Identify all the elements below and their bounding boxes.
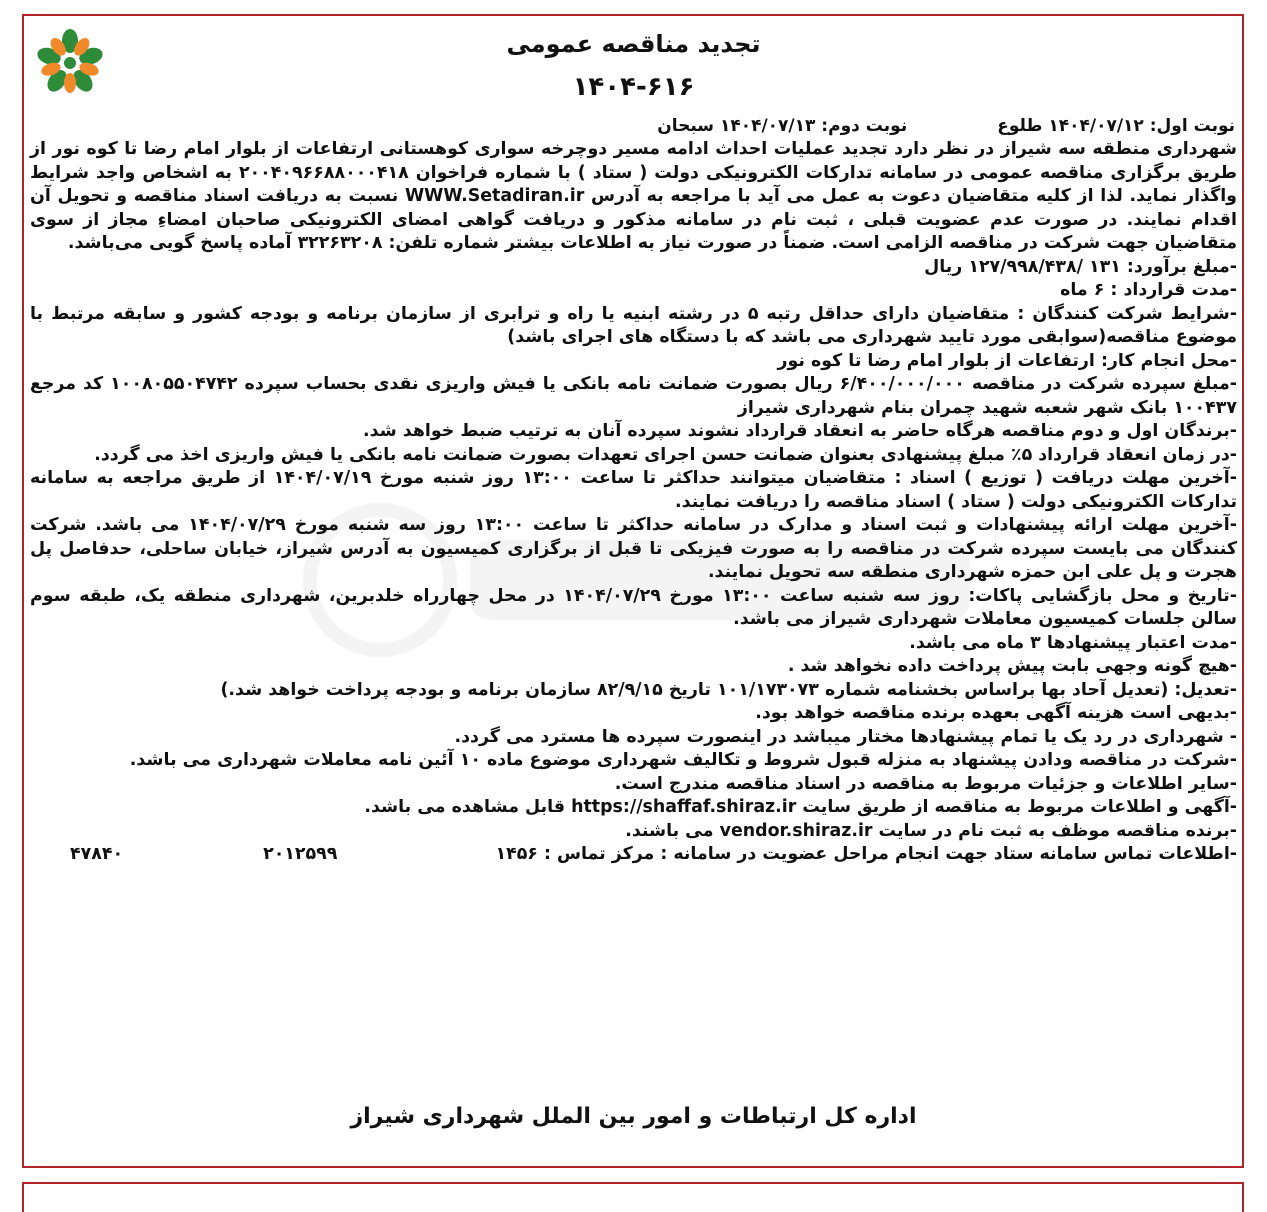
item-guarantee: -در زمان انعقاد قرارداد ۵٪ مبلغ پیشنهادی بعنوان ضمانت حسن اجرای تعهدات بصورت ضمانت نامه بانکی یا فیش واریزی اخذ می گردد.	[94, 444, 1237, 465]
item-submit-deadline: -آخرین مهلت ارائه پیشنهادات و ثبت اسناد و مدارک در سامانه حداکثر تا ساعت ۱۳:۰۰ روز سه شنبه مورخ ۱۴۰۴/۰۷/۲۹ می باشد. شرکت کنندگان می بایست سپرده شرکت در مناقصه را به صورت فیزیکی تا قبل از برگزاری کمیسیون به آدرس شیراز، خیابان ساحلی، حدفاصل پل هجرت و پل علی ابن حمزه شهرداری منطقه سه تحویل نمایند.	[30, 515, 1237, 582]
item-rejection: - شهرداری در رد یک یا تمام پیشنهادها مختار میباشد در اینصورت سپرده ها مسترد می گردد.	[454, 726, 1237, 747]
item-deposit: -مبلغ سپرده شرکت در مناقصه ۶/۴۰۰/۰۰۰/۰۰۰ ریال بصورت ضمانت نامه بانکی یا فیش واریزی نقدی بحساب سپرده ۱۰۰۸۰۵۵۰۴۷۴۲ کد مرجع ۱۰۰۴۳۷ بانک شهر شعبه شهید چمران بنام شهرداری شیراز	[30, 374, 1237, 418]
item-doc-deadline: -آخرین مهلت دریافت ( توزیع ) اسناد : متقاضیان میتوانند حداکثر تا ساعت ۱۳:۰۰ روز شنبه مورخ ۱۴۰۴/۰۷/۱۹ از طریق مراجعه به سامانه تدارکات الکترونیکی دولت ( ستاد ) اسناد مناقصه را دریافت نمایند.	[30, 468, 1237, 512]
tender-code: ۱۴۰۴-۶۱۶	[572, 72, 695, 102]
item-other-info: -سایر اطلاعات و جزئیات مربوط به مناقصه در اسناد مناقصه مندرج است.	[614, 773, 1237, 794]
contact-number-2: ۴۷۸۴۰	[70, 844, 124, 864]
item-conditions: -شرایط شرکت کنندگان : متقاضیان دارای حداقل رتبه ۵ در رشته ابنیه یا راه و ترابری از سازمان برنامه و بودجه کشور و سابقه مرتبط با موضوع مناقصه(سوابقی مورد تایید شهرداری می باشد که با دستگاه های اجرای باشد)	[30, 303, 1237, 347]
item-vendor: -برنده مناقصه موظف به ثبت نام در سایت vendor.shiraz.ir می باشند.	[625, 820, 1237, 841]
item-ad-cost: -بدیهی است هزینه آگهی بعهده برنده مناقصه خواهد بود.	[755, 703, 1237, 723]
item-shaffaf: -آگهی و اطلاعات مربوط به مناقصه از طریق سایت https://shaffaf.shiraz.ir قابل مشاهده می باشد.	[364, 797, 1237, 817]
item-winners: -برندگان اول و دوم مناقصه هرگاه حاضر به انعقاد قرارداد نشوند سپرده آنان به ترتیب ضبط خواهد شد.	[362, 421, 1237, 441]
item-acceptance: -شرکت در مناقصه ودادن پیشنهاد به منزله قبول شروط و تکالیف شهرداری موضوع ماده ۱۰ آئین نامه معاملات شهرداری می باشد.	[129, 750, 1237, 770]
first-publication: نوبت اول: ۱۴۰۴/۰۷/۱۲ طلوع	[997, 116, 1235, 136]
intro-paragraph: شهرداری منطقه سه شیراز در نظر دارد تجدید عملیات احداث ادامه مسیر دوچرخه سواری کوهستانی ارتفاعات از بلوار امام رضا تا کوه نور از طریق برگزاری مناقصه عمومی در سامانه تدارکات الکترونیکی دولت ( ستاد ) با شماره فراخوان ۲۰۰۴۰۹۶۶۸۸۰۰۰۴۱۸ به اشخاص واجد شرایط واگذار نماید. لذا از کلیه متقاضیان دعوت به عمل می آید با مراجعه به آدرس WWW.Setadiran.ir نسبت به دریافت اسناد مناقصه و تحویل آن اقدام نمایند. در صورت عدم عضویت قبلی ، ثبت نام در سامانه مذکور و دریافت گواهی امضای الکترونیکی صاحبان امضاءِ مجاز از سوی متقاضیان جهت شرکت در مناقصه الزامی است. ضمناً در صورت نیاز به اطلاعات بیشتر شماره تلفن: ۳۲۲۶۳۲۰۸ آماده پاسخ گویی می‌باشد.	[30, 139, 1237, 253]
next-ad-border	[22, 1182, 1244, 1212]
ad-body	[30, 138, 1237, 867]
item-adjustment: -تعدیل: (تعدیل آحاد بها براساس بخشنامه شماره ۱۰۱/۱۷۳۰۷۳ تاریخ ۸۲/۹/۱۵ سازمان برنامه و بودجه پرداخت خواهد شد.)	[220, 679, 1237, 700]
publication-dates	[140, 116, 1235, 136]
issuer-footer: اداره کل ارتباطات و امور بین الملل شهرداری شیراز	[350, 1104, 917, 1129]
item-opening: -تاریخ و محل بازگشایی پاکات: روز سه شنبه ساعت ۱۳:۰۰ مورخ ۱۴۰۴/۰۷/۲۹ در محل چهارراه خلدبرین، شهرداری منطقه یک، طبقه سوم سالن جلسات کمیسیون معاملات شهرداری شیراز می باشد.	[30, 585, 1237, 629]
item-validity: -مدت اعتبار پیشنهادها ۳ ماه می باشد.	[909, 632, 1237, 653]
contact-numbers	[30, 843, 337, 867]
second-publication: نوبت دوم: ۱۴۰۴/۰۷/۱۳ سبحان	[657, 116, 908, 136]
item-estimate: -مبلغ برآورد: ۱۳۱ /۱۲۷/۹۹۸/۴۳۸ ریال	[924, 256, 1237, 277]
contact-row	[30, 843, 1237, 867]
item-location: -محل انجام کار: ارتفاعات از بلوار امام رضا تا کوه نور	[777, 350, 1237, 371]
item-prepayment: -هیچ گونه وجهی بابت پیش پرداخت داده نخواهد شد .	[787, 656, 1237, 676]
item-duration: -مدت قرارداد : ۶ ماه	[1060, 280, 1237, 300]
ad-title: تجدید مناقصه عمومی	[506, 30, 761, 58]
contact-number-1: ۲۰۱۲۵۹۹	[263, 844, 338, 864]
contact-label: -اطلاعات تماس سامانه ستاد جهت انجام مراحل عضویت در سامانه : مرکز تماس : ۱۴۵۶	[495, 844, 1237, 864]
